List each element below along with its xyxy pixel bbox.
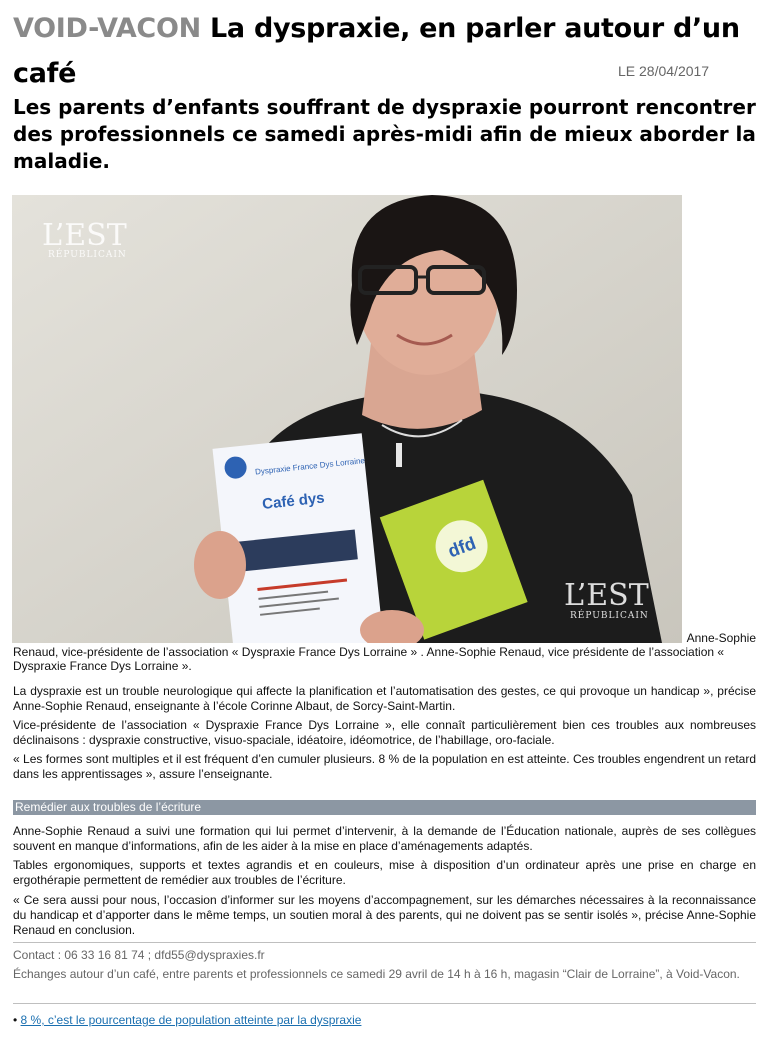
publication-date: LE 28/04/2017	[618, 63, 710, 79]
paragraph-4: Anne-Sophie Renaud a suivi une formation qui lui permet d’intervenir, à la demande de l’Éducation nationale, auprès de ses collègues souvent en manque d’informations, afin de les aider à la mise en place d’aménagements adaptés.	[13, 824, 756, 853]
flyer-title: Café dys	[261, 489, 326, 513]
section-heading: Remédier aux troubles de l’écriture	[13, 800, 756, 815]
event-info: Échanges autour d’un café, entre parents et professionnels ce samedi 29 avril de 14 h à 16 h, magasin “Clair de Lorraine”, à Void-Vacon.	[13, 967, 740, 981]
divider-top	[13, 942, 756, 943]
headline-place: VOID-VACON	[13, 13, 201, 44]
paragraph-2: Vice-présidente de l’association « Dyspraxie France Dys Lorraine », elle connaît particulièrement bien ces troubles aux nombreuses déclinaisons : dyspraxie constructive, visuo-spaciale, idéatoire, idéomotrice, de l’habillage, oro-faciale.	[13, 718, 756, 747]
article-headline	[13, 6, 753, 96]
bullet: •	[13, 1013, 21, 1027]
related-link-item	[13, 1013, 361, 1028]
watermark-brand-bottom: L’EST	[564, 578, 649, 613]
svg-text:Dyspraxie France Dys Lorraine: Dyspraxie France Dys Lorraine	[254, 456, 366, 477]
watermark-sub-bottom: RÉPUBLICAIN	[570, 611, 649, 621]
related-article-link[interactable]: 8 %, c’est le pourcentage de population atteinte par la dyspraxie	[20, 1013, 362, 1027]
caption-text: Renaud, vice-présidente de l’association « Dyspraxie France Dys Lorraine » . Anne-Sophie Renaud, vice présidente de l’association « Dyspraxie France Dys Lorraine ».	[13, 645, 725, 673]
headline-title: La dyspraxie, en parler autour d’un café	[13, 13, 740, 89]
svg-text:dfd: dfd	[445, 532, 479, 562]
photo-caption	[13, 631, 756, 673]
cafe-dys-flyer	[213, 433, 385, 643]
paragraph-3: « Les formes sont multiples et il est fréquent d’en cumuler plusieurs. 8 % de la population en est atteinte. Ces troubles engendrent un retard dans les apprentissages », assure l’enseignante.	[13, 752, 756, 781]
watermark-brand-top: L’EST	[42, 218, 127, 253]
paragraph-5: Tables ergonomiques, supports et textes agrandis et en couleurs, mise à disposition d’un ordinateur après une prise en charge en ergothérapie permettent de remédier aux troubles de l’écriture.	[13, 858, 756, 887]
divider-bottom	[13, 1003, 756, 1004]
article-photo	[12, 195, 682, 643]
watermark-sub-top: RÉPUBLICAIN	[48, 250, 127, 260]
paragraph-1: La dyspraxie est un trouble neurologique qui affecte la planification et l’automatisation des gestes, ce qui provoque un handicap », précise Anne-Sophie Renaud, enseignante à l’école Corinne Albaut, de Sorcy-Saint-Martin.	[13, 684, 756, 713]
article-lead: Les parents d’enfants souffrant de dyspraxie pourront rencontrer des professionnels ce samedi après-midi afin de mieux aborder la maladie.	[13, 95, 756, 173]
photo-illustration	[12, 195, 682, 643]
caption-name-lead: Anne-Sophie	[686, 631, 756, 645]
paragraph-6: « Ce sera aussi pour nous, l’occasion d’informer sur les moyens d’accompagnement, sur les démarches nécessaires à la reconnaissance du handicap et d’apporter dans le même temps, un soutien moral à des parents, qui ne doivent pas se sentir isolés », précise Anne-Sophie Renaud en conclusion.	[13, 893, 756, 937]
contact-info: Contact : 06 33 16 81 74 ; dfd55@dyspraxies.fr	[13, 948, 265, 962]
